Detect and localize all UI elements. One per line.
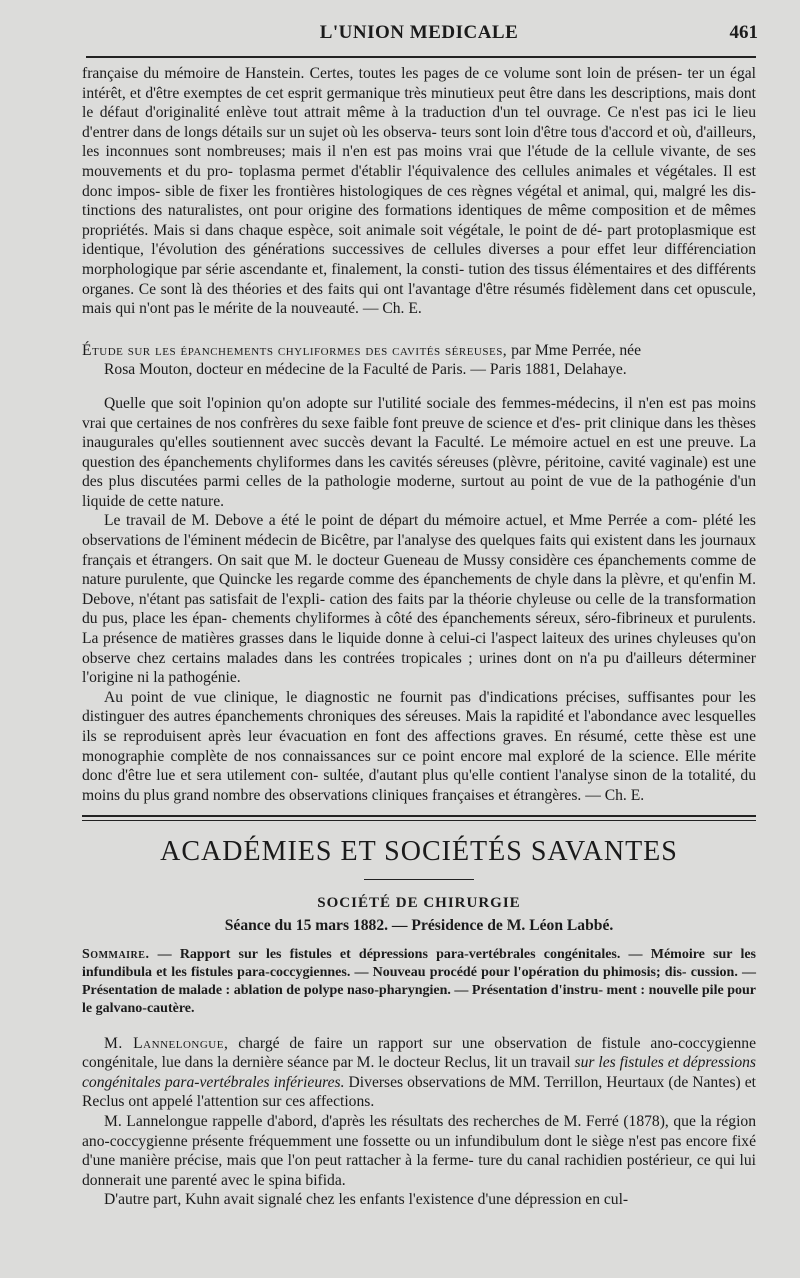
summary-line: infundibula et les fistules para-coccygiennes. — Nouveau procédé pour l'opération du phimosis; dis-: [82, 964, 687, 980]
summary-line: ment : nouvelle pile pour le galvano-cautère.: [82, 982, 756, 1016]
review1-line: ont l'avantage d'être résumés fidèlement dans cet opuscule, mais qui n'ont pas le mérite de la: [82, 280, 756, 318]
minutes-line: chargé de faire un rapport sur une observation de fistule ano-coccygienne: [238, 1034, 757, 1052]
review2-line: nombre des observations cliniques françaises et étrangères. — Ch. E.: [212, 786, 645, 804]
page-header: [80, 22, 758, 46]
italic-title-start: sur les fistules: [574, 1054, 664, 1072]
review2-paragraph-2: [82, 511, 756, 687]
review1-line: tel ouvrage. Ce n'est pas ici le lieu d'entrer dans de longs détails sur un sujet où les observa-: [82, 104, 756, 141]
review2-title-main: Étude sur les épanchements chyliformes des cavités séreuses,: [82, 341, 508, 359]
review1-line: sible de fixer les frontières histologiques de ces règnes végétal et animal, qui, malgré les dis-: [165, 182, 756, 200]
italic-title-end: et dépressions congénitales para-vertébrales inférieures.: [82, 1054, 756, 1091]
review1-line: française du mémoire de Hanstein. Certes, toutes les pages de ce volume sont loin de présen-: [82, 65, 683, 82]
review1-line: les descriptions, mais dont le défaut d'originalité enlève tout attrait même à la traduction d'un: [82, 84, 756, 122]
review2-line: considère ces épanchements comme de nature purulente, que Quincke les regarde comme des: [82, 551, 756, 589]
review2-paragraph-3: [82, 688, 756, 806]
review1-line: toplasma permet d'établir l'équivalence des cellules animales et végétales. Il est donc impos-: [82, 162, 757, 200]
speaker-name: M. Lannelongue,: [104, 1034, 229, 1052]
review1-line: teurs sont loin d'être tous d'accord et où, d'ailleurs, les inconnues sont nombreuses; mais il: [82, 123, 756, 161]
review2-line: existent dans les journaux français et étrangers. On sait que M. le docteur Gueneau de Mussy: [82, 532, 756, 569]
minutes-line: Heurtaux (de Nantes) et Reclus ont appelé l'attention sur ces affections.: [82, 1073, 757, 1111]
review2-line: pas moins vrai que certaines de nos confrères du sexe faible font preuve de science et d'es-: [82, 394, 756, 432]
review2-paragraph-1: [82, 394, 756, 512]
review1-line: tution des tissus élémentaires et des différents organes. Ce sont là des théories et des faits qui: [82, 260, 756, 298]
page-content: [82, 64, 756, 1210]
summary-line: cussion. — Présentation de malade : ablation de polype naso-pharyngien. — Présentation d'instru-: [82, 964, 757, 998]
minutes-line: Diverses observations de MM. Terrillon,: [348, 1073, 603, 1091]
summary-line: — Rapport sur les fistules et dépressions para-vertébrales congénitales. — Mémoire sur les: [157, 946, 757, 962]
review1-signature: nouveauté. — Ch. E.: [290, 300, 422, 318]
review2-line: point encore mal exploré de la science. Elle mérite donc d'être lue et sera utilement con-: [82, 747, 756, 785]
minutes-paragraph-1: [82, 1034, 756, 1112]
review1-line: a pour effet leur différenciation morphologique par série ascendante et, finalement, la consti-: [82, 241, 756, 278]
review2-line: cavités séreuses (plèvre, péritoine, cavité vaginale) est une des plus discutées parmi celles de la: [82, 453, 756, 491]
minutes-line: congénitale, lue dans la dernière séance par M. le docteur Reclus, lit un travail: [82, 1054, 571, 1072]
review1-line: tinctions des naturalistes, ont pour origine des formations identiques de même composition et: [82, 202, 686, 220]
summary-label: Sommaire.: [82, 946, 150, 962]
review2-line: déterminer l'origine ni la pathogénie.: [82, 649, 756, 687]
review2-line: de matières grasses dans le liquide donne à celui-ci l'aspect laiteux des urines chyleuses qu'on: [162, 630, 756, 648]
minutes-line: le siège n'est pas encore fixé d'une manière précise, mais que l'on peut rattacher à la ferme-: [82, 1132, 757, 1170]
review2-line: plété les observations de l'éminent médecin de Bicêtre, par l'analyse des quelques faits qui: [82, 512, 756, 550]
running-title: L'UNION MEDICALE: [319, 22, 519, 43]
review2-line: cation des faits par la théorie chyleuse ou celle de la transformation du pus, place les épan-: [82, 590, 756, 628]
section-divider: [82, 815, 756, 821]
review2-line: Quelle que soit l'opinion qu'on adopte sur l'utilité sociale des femmes-médecins, il n'en est: [104, 394, 687, 412]
review2-line: Le travail de M. Debove a été le point de départ du mémoire actuel, et Mme Perrée a com-: [104, 512, 698, 530]
minutes-paragraph-3: [82, 1190, 756, 1210]
minutes-line: ture du canal rachidien postérieur, ce qui lui donnerait une parenté avec le spina bifida.: [82, 1152, 757, 1189]
review1-line: ter un égal intérêt, et d'être exemptes de cet esprit germanique très minutieux peut être dans: [82, 65, 756, 102]
review2-line: observe chez certains malades dans les contrées tropicales ; urines dont on n'a pu d'ailleurs: [82, 649, 683, 667]
review2-title: [82, 341, 756, 380]
minutes-line: que la région ano-coccygienne présente fréquemment une fossette ou un infundibulum dont: [82, 1112, 757, 1150]
review1-line: n'en est pas moins vrai que l'étude de la cellule vivante, de ses mouvements et du pro-: [82, 143, 756, 180]
summary: [82, 946, 756, 1018]
review2-line: prit clinique dans les thèses inaugurales qu'elles soutiennent avec succès devant la Faculté.: [82, 414, 756, 452]
minutes-line: M. Lannelongue rappelle d'abord, d'après les résultats des recherches de M. Ferré (1878),: [104, 1112, 669, 1130]
session-line: Séance du 15 mars 1882. — Présidence de M. Léon Labbé.: [224, 916, 614, 934]
review2-line: pour les distinguer des autres épanchements chroniques des séreuses. Mais la rapidité et: [82, 688, 757, 726]
review1-line: de mêmes propriétés. Mais si dans chaque espèce, soit animale soit végétale, le point de dé-: [82, 202, 756, 239]
minutes-line: D'autre part, Kuhn avait signalé chez les enfants l'existence d'une dépression en cul-: [104, 1191, 629, 1209]
review1-paragraph: [82, 64, 756, 319]
review1-line: part protoplasmique est identique, l'évolution des générations successives de cellules diverses: [82, 221, 756, 259]
review2-line: épanchements de chyle dans la plèvre, et qu'enfin M. Debove, n'étant pas satisfait de l'expli-: [82, 571, 756, 608]
review2-line: Au point de vue clinique, le diagnostic ne fournit pas d'indications précises, suffisantes: [104, 688, 695, 706]
title-rule: [364, 879, 474, 880]
review2-line: pathologie moderne, surtout au point de vue de la pathogénie d'un liquide de cette nature.: [82, 473, 756, 510]
review2-line: l'abondance avec lesquelles ils se reproduisent après leur évacuation en font des affections: [82, 708, 756, 745]
section-title: ACADÉMIES ET SOCIÉTÉS SAVANTES: [160, 836, 678, 868]
review2-title-author: par Mme Perrée, née: [511, 341, 642, 359]
review2-line: Le mémoire actuel en est une preuve. La question des épanchements chyliformes dans les: [82, 434, 756, 471]
review2-title-publication: Rosa Mouton, docteur en médecine de la Faculté de Paris. — Paris 1881, Delahaye.: [104, 361, 627, 379]
review2-line: sultée, d'autant plus qu'elle contient l'analyse sinon de la totalité, du moins du plus grand: [82, 767, 756, 804]
review2-line: chements chyliformes à côté des épanchements séreux, séro-fibrineux et purulents. La présence: [82, 610, 756, 648]
header-rule: [86, 56, 756, 58]
page-number: 461: [729, 22, 758, 43]
society-title: SOCIÉTÉ DE CHIRURGIE: [317, 895, 521, 912]
review2-line: graves. En résumé, cette thèse est une monographie complète de nos connaissances sur ce: [82, 728, 756, 765]
minutes-paragraph-2: [82, 1112, 756, 1190]
